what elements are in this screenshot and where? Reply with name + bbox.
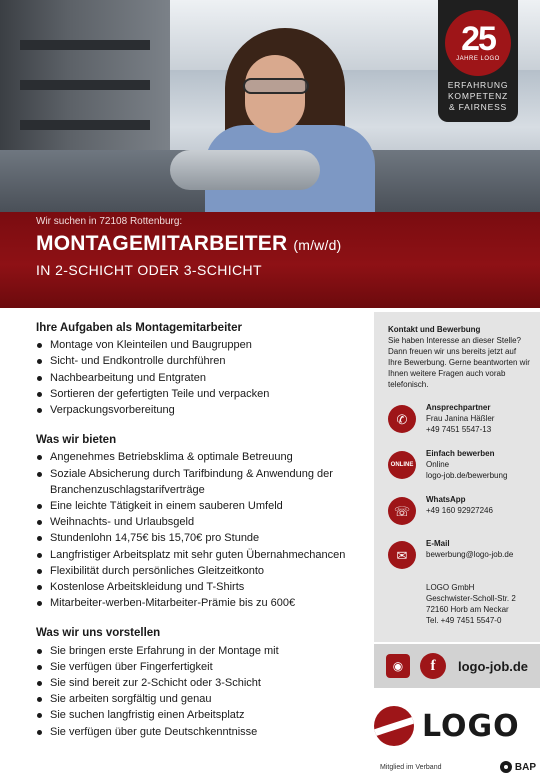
offer-list	[36, 449, 366, 611]
job-subtitle: IN 2-SCHICHT ODER 3-SCHICHT	[36, 262, 263, 278]
list-item: Mitarbeiter-werben-Mitarbeiter-Prämie bis zu 600€	[36, 595, 366, 611]
list-item: Sie bringen erste Erfahrung in der Montage mit	[36, 643, 366, 659]
list-item: Langfristiger Arbeitsplatz mit sehr guten Übernahmechancen	[36, 547, 366, 563]
contact-title: Einfach bewerben	[426, 449, 495, 458]
section-heading-offer: Was wir bieten	[36, 434, 117, 447]
contact-title: WhatsApp	[426, 495, 466, 504]
list-item: Flexibilität durch persönliches Gleitzeitkonto	[36, 563, 366, 579]
badge-tagline-2: KOMPETENZ	[447, 91, 509, 101]
contact-intro: Sie haben Interesse an dieser Stelle? Dann freuen wir uns bereits jetzt auf Ihre Bewerbung. Gerne beantworten wir Ihnen weitere Fragen auch vorab telefonisch.	[388, 336, 530, 389]
contact-person: Frau Janina Häßler	[426, 414, 495, 423]
apply-link[interactable]: logo-job.de/bewerbung	[426, 471, 508, 480]
list-item: Soziale Absicherung durch Tarifbindung & Anwendung der Branchenzuschlagstarifverträge	[36, 466, 366, 498]
whatsapp-icon: ☏	[388, 497, 416, 525]
facebook-icon[interactable]: f	[420, 653, 446, 679]
list-item: Weihnachts- und Urlaubsgeld	[36, 514, 366, 530]
company-address	[388, 582, 530, 626]
online-icon: ONLINE	[388, 451, 416, 479]
contact-heading: Kontakt und Bewerbung	[388, 325, 481, 334]
contact-online[interactable]	[388, 448, 530, 481]
badge-tagline-1: ERFAHRUNG	[447, 80, 509, 90]
job-details	[36, 320, 366, 754]
phone-icon: ✆	[388, 405, 416, 433]
contact-title: Ansprechpartner	[426, 403, 491, 412]
contact-phone-number[interactable]: +49 7451 5547-13	[426, 425, 492, 434]
membership-label: Mitglied im Verband	[380, 763, 442, 771]
job-title	[36, 232, 504, 256]
website-link[interactable]: logo-job.de	[458, 658, 529, 674]
list-item: Montage von Kleinteilen und Baugruppen	[36, 337, 366, 353]
hero-workpiece	[170, 150, 320, 190]
contact-title: E-Mail	[426, 539, 450, 548]
company-logo	[374, 702, 534, 750]
safety-glasses-icon	[243, 78, 309, 94]
list-item: Sie verfügen über Fingerfertigkeit	[36, 659, 366, 675]
anniversary-seal	[445, 10, 511, 76]
list-item: Sortieren der gefertigten Teile und verpacken	[36, 386, 366, 402]
list-item: Eine leichte Tätigkeit in einem sauberen Umfeld	[36, 498, 366, 514]
contact-line: Online	[426, 460, 450, 469]
contact-whatsapp[interactable]	[388, 494, 530, 525]
company-name: LOGO GmbH	[426, 583, 475, 592]
company-street: Geschwister-Scholl-Str. 2	[426, 594, 516, 603]
anniversary-number: 25	[461, 20, 495, 58]
list-item: Nachbearbeitung und Entgraten	[36, 370, 366, 386]
job-title-text: MONTAGEMITARBEITER	[36, 232, 288, 255]
job-location: Wir suchen in 72108 Rottenburg:	[36, 216, 183, 227]
list-item: Verpackungsvorbereitung	[36, 402, 366, 418]
company-city: 72160 Horb am Neckar	[426, 605, 509, 614]
list-item: Stundenlohn 14,75€ bis 15,70€ pro Stunde	[36, 530, 366, 546]
logo-mark-icon	[374, 706, 414, 746]
list-item: Sie arbeiten sorgfältig und genau	[36, 691, 366, 707]
association-name: BAP	[514, 761, 536, 773]
instagram-icon[interactable]: ◉	[386, 654, 410, 678]
task-list	[36, 337, 366, 418]
footer	[380, 760, 536, 774]
anniversary-small-label: JAHRE LOGO	[456, 56, 500, 62]
section-heading-requirements: Was wir uns vorstellen	[36, 627, 161, 640]
list-item: Sie verfügen über gute Deutschkenntnisse	[36, 724, 366, 740]
email-icon: ✉	[388, 541, 416, 569]
list-item: Sicht- und Endkontrolle durchführen	[36, 353, 366, 369]
contact-email[interactable]	[388, 538, 530, 569]
badge-tagline-3: & FAIRNESS	[448, 102, 508, 112]
contact-panel	[374, 312, 540, 642]
association-logo	[500, 761, 536, 773]
logo-wordmark: LOGO	[422, 708, 520, 744]
whatsapp-number[interactable]: +49 160 92927246	[426, 506, 493, 515]
anniversary-badge	[438, 0, 518, 122]
list-item: Kostenlose Arbeitskleidung und T-Shirts	[36, 579, 366, 595]
requirements-list	[36, 643, 366, 740]
list-item: Sie sind bereit zur 2-Schicht oder 3-Schicht	[36, 675, 366, 691]
job-title-suffix: (m/w/d)	[293, 237, 342, 253]
company-phone[interactable]: Tel. +49 7451 5547-0	[426, 616, 502, 625]
bap-logo-icon	[500, 761, 512, 773]
list-item: Angenehmes Betriebsklima & optimale Betreuung	[36, 449, 366, 465]
section-heading-tasks: Ihre Aufgaben als Montagemitarbeiter	[36, 322, 242, 334]
list-item: Sie suchen langfristig einen Arbeitsplatz	[36, 707, 366, 723]
job-title-band	[0, 212, 540, 308]
contact-phone[interactable]	[388, 402, 530, 435]
email-address[interactable]: bewerbung@logo-job.de	[426, 550, 514, 559]
social-bar	[374, 644, 540, 688]
